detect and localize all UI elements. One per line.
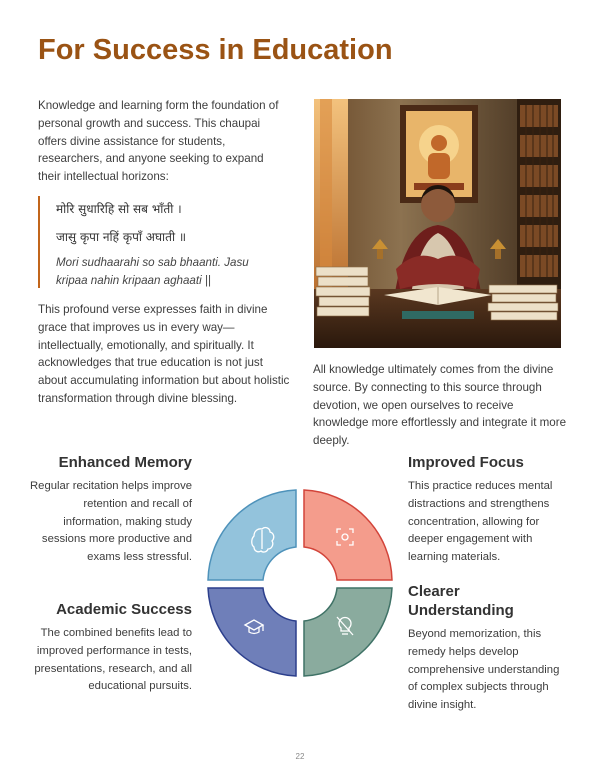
improved-focus-heading: Improved Focus	[408, 454, 524, 471]
verse-meaning-paragraph: This profound verse expresses faith in divine grace that improves us in every way—intellectually, emotionally, and spiritually. It acknowledges that true education is not just about accumulating information but about holistic transformation through divine blessing.	[38, 303, 290, 405]
intro-paragraph: Knowledge and learning form the foundation of personal growth and success. This chaupai offers divine assistance for students, researchers, and anyone seeking to expand their intellectual horizons:	[38, 99, 279, 184]
chaupai-line-1: मोरि सुधारिहि सो सब भाँती ।	[56, 202, 182, 216]
chaupai-transliteration: Mori sudhaarahi so sab bhaanti. Jasu kripaa nahin kripaan aghaati ||	[56, 256, 249, 287]
page-title: For Success in Education	[38, 34, 393, 66]
enhanced-memory-heading: Enhanced Memory	[58, 454, 192, 471]
benefits-ring-diagram	[200, 484, 400, 684]
clearer-understanding-text: Beyond memorization, this remedy helps develop comprehensive understanding of complex subjects through divine insight.	[408, 628, 560, 712]
improved-focus-text: This practice reduces mental distractions and strengthens concentration, allowing for deeper engagement with learning materials.	[408, 480, 553, 564]
memory-segment	[208, 490, 296, 580]
chaupai-quote	[38, 196, 283, 288]
student-studying-photo	[314, 99, 561, 348]
divine-source-paragraph: All knowledge ultimately comes from the divine source. By connecting to this source through devotion, we open ourselves to receive knowledge more effortlessly and integrate it more deeply.	[313, 363, 567, 448]
enhanced-memory-text: Regular recitation helps improve retention and recall of information, making study sessions more productive and exams less stressful.	[30, 480, 193, 564]
understanding-segment	[304, 588, 392, 676]
academic-success-heading: Academic Success	[56, 601, 192, 618]
clearer-understanding-heading: Clearer Understanding	[408, 583, 514, 619]
chaupai-line-2: जासु कृपा नहिं कृपाँ अघाती ॥	[56, 230, 187, 244]
academic-success-text: The combined benefits lead to improved performance in tests, presentations, research, and all educational pursuits.	[34, 627, 192, 693]
academic-segment	[208, 588, 296, 676]
page-number: 22	[295, 752, 305, 761]
